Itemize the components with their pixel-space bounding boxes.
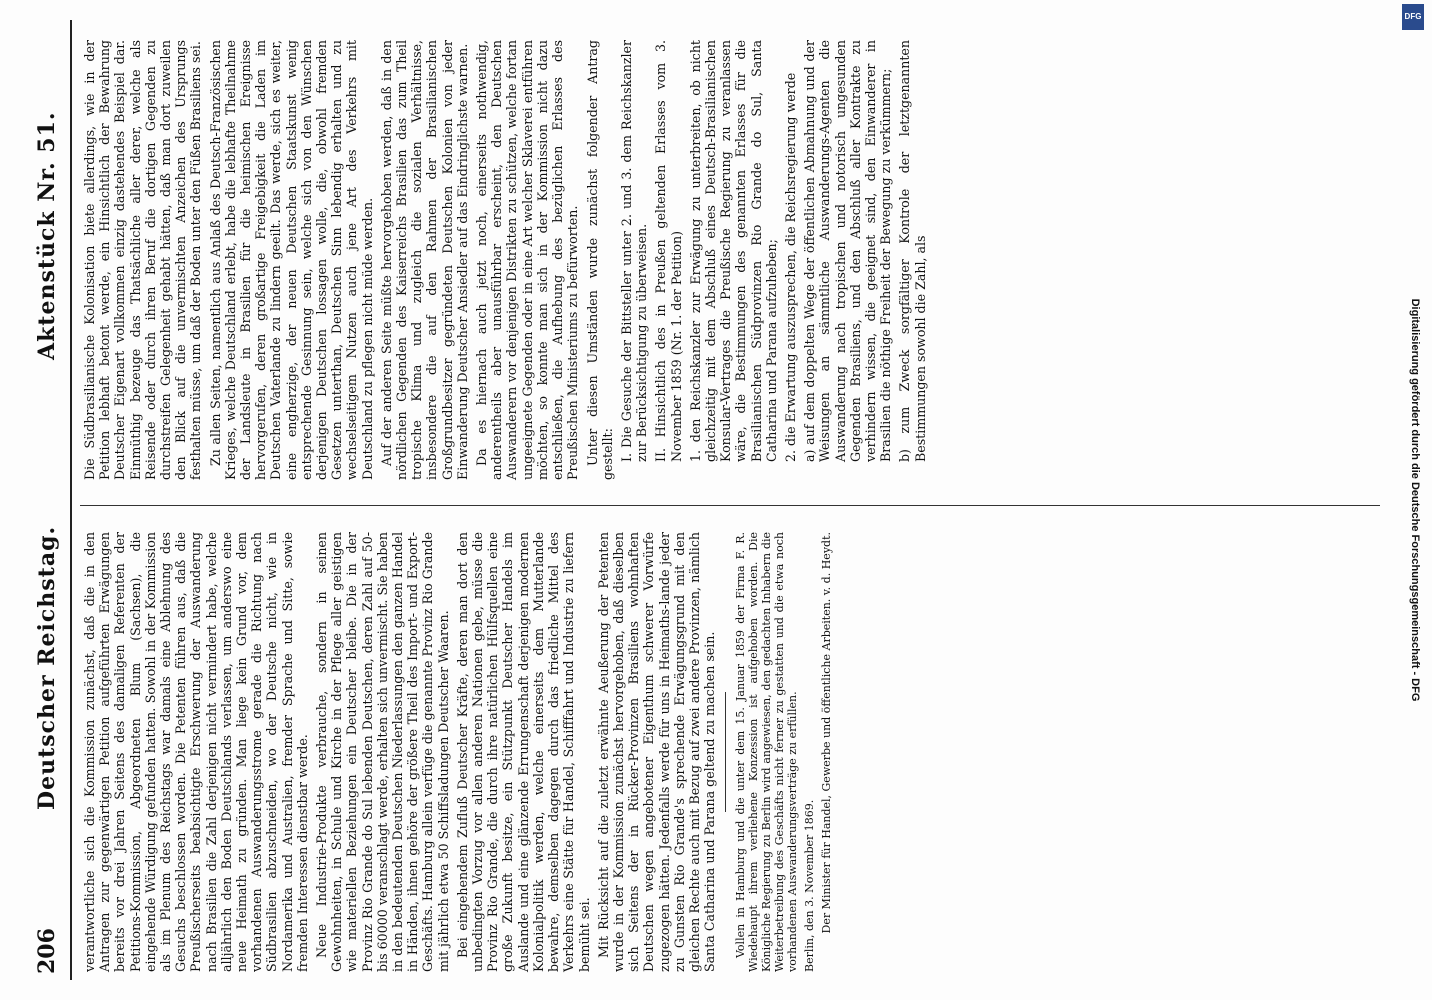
digitization-credit: Digitalisierung gefördert durch die Deutsche Forschungsgemeinschaft - DFG (1409, 298, 1421, 702)
paragraph: Auf der anderen Seite müßte hervorgehoben werden, daß in den nördlichen Gegenden des Kaiserreichs Brasilien das zum Theil tropische Klima und zugleich die sozialen Verhältnisse, insbesondere die auf den Rahmen der Brasilianischen Großgrundbesitzer gegründeten Deutschen Kolonien von jeder Einwanderung Deutscher Ansiedler auf das Eindringlichste warnen. (378, 40, 470, 480)
paragraph: verantwortliche sich die Kommission zunächst, daß die in den Antragen zur gegenwärtigen Petition aufgeführten Erwägungen bereits vor drei Jahren Seitens des damaligen Referenten der Petitions-Kommission, Abgeordneten Blum (Sachsen), die eingehende Würdigung gefunden hatten. Sowohl in der Kommission als im Plenum des Reichstags war damals eine Ablehnung des Gesuchs beschlossen worden. Die Petenten führen aus, daß die Preußischerseits beabsichtigte Erschwerung der Auswanderung nach Brasilien die Zahl derjenigen nicht vermindert habe, welche alljährlich den Boden Deutschlands verlassen, um anderswo eine neue Heimath zu gründen. Man liege kein Grund vor, dem vorhandenen Auswanderungsstrome gerade die Richtung nach Südbrasilien abzuschneiden, wo der Deutsche nicht, wie in Nordamerika und Australien, fremder Sprache und Sitte, sowie fremden Interessen dienstbar werde. (82, 532, 310, 972)
list-item: I. Die Gesuche der Bittsteller unter 2. und 3. dem Reichskanzler zur Berücksichtigung zu überweisen. (618, 40, 650, 462)
page-number: 206 (34, 928, 60, 974)
list-item: a) auf dem doppelten Wege der öffentlichen Abmahnung und der Weisungen an sämmtliche Auswanderungs-Agenten die Auswanderung nach tropischen und notorisch ungesunden Gegenden Brasiliens, und den Abschluß aller Kontrakte zu verhindern wissen, die geeignet sind, den Einwanderer in Brasilien die nöthige Freiheit der Bewegung zu verkümmern; (802, 40, 894, 462)
rotated-page-content (26, 20, 1406, 980)
paragraph: Zu allen Seiten, namentlich aus Anlaß des Deutsch-Französischen Krieges, welche Deutschland erlebt, habe die lebhafte Theilnahme der Landsleute in Brasilien für die heimischen Ereignisse hervorgerufen, deren großartige Freigebigkeit die Laden im Deutschen Vaterlande zu lindern geeilt. Das werde, sich es weiter, eine engherzige, der neuen Deutschen Staatskunst wenig entsprechende Gesinnung sein, welche sich von den Wünschen derjenigen Deutschen lossagen wolle, die, obwohl fremden Gesetzen unterthan, Deutschen Sinn lebendig erhalten und zu wechselseitigem Nutzen auch jene Art des Verkehrs mit Deutschland zu pflegen nicht müde werden. (207, 40, 375, 480)
notice-paragraph: Vollen in Hamburg und die unter dem 15. Januar 1859 der Firma F. R. Wiedehaupt ihrem verliehene Konzession ist aufgehoben worden. Die Königliche Regierung zu Berlin wird angewiesen, den gedachten Inhabern die Weiterbetreibung des Geschäfts nicht ferner zu gestatten und die etwa noch vorhandenen Auswanderungsverträge zu erfüllen. (734, 532, 800, 972)
page-header (26, 20, 72, 980)
paragraph: Die Südbrasilianische Kolonisation biete allerdings, wie in der Petition lebhaft betont werde, ein Hinsichtlich der Bewahrung Deutscher Eigenart vollkommen einzig dastehendes Beispiel dar. Einmüthig bezeuge das Thatsächliche aller derer, welche als Reisende oder durch ihren Beruf die dortigen Gegenden zu durchstreifen Gelegenheit gehabt hätten, daß man dort zuweilen den Blick auf die unvermischten Anzeichen des Ursprungs festhalten müsse, um daß der Boden unter den Füßen Brasiliens sei. (82, 40, 204, 480)
dateline: Berlin, den 3. November 1869. (803, 799, 817, 972)
paragraph: Mit Rücksicht auf die zuletzt erwähnte Aeußerung der Petenten wurde in der Kommission zunächst hervorgehoben, daß dieselben sich Seitens der in Rücker-Provinzen Brasiliens wohnhaften Deutschen wegen angebotener Eigenthum schwerer Vorwürfe zugezogen hätten. Jedenfalls werde für uns in Heimaths-lande jeder zu Gunsten Rio Grande's sprechende Erwägungsgrund mit den gleichen Rechte auch mit Bezug auf zwei andere Provinzen, nämlich Santa Catharina und Parana geltend zu machen sein. (595, 532, 718, 972)
column-divider (80, 505, 1380, 506)
signature: Der Minister für Handel, Gewerbe und öffentliche Arbeiten. v. d. Heydt. (820, 532, 834, 934)
digitization-sidebar (1400, 0, 1430, 1000)
right-column (82, 40, 932, 480)
list-item: b) zum Zweck sorgfältiger Kontrole der letztgenannten Bestimmungen sowohl die Zahl, als (897, 40, 928, 462)
right-running-title: Aktenstück Nr. 51. (34, 111, 60, 360)
dfg-logo-icon: DFG (1402, 4, 1424, 30)
list-item: 1. den Reichskanzler zur Erwägung zu unterbreiten, ob nicht gleichzeitig mit dem Abschluß eines Deutsch-Brasilianischen Konsular-Vertrages die Preußische Regierung zu veranlassen wäre, die Bestimmungen des genannten Erlasses für die Brasilianischen Südprovinzen Rio Grande do Sul, Santa Catharina und Parana aufzuheben; (687, 40, 779, 462)
left-running-title: Deutscher Reichstag. (34, 525, 60, 810)
paragraph: Unter diesen Umständen wurde zunächst folgender Antrag gestellt: (584, 40, 615, 480)
list-item: II. Hinsichtlich des in Preußen geltenden Erlasses vom 3. November 1859 (Nr. 1. der Petition) (653, 40, 684, 462)
paragraph: Da es hiernach auch jetzt noch, einerseits nothwendig, anderentheils aber unausführbar erscheint, den Deutschen Auswanderern vor denjenigen Distrikten zu schützen, welche fortan ungeeignete Gegenden oder in eine Art welcher Sklaverei entführen möchten, so konnte man sich in der Kommission nicht dazu entschließen, die Aufhebung des bezüglichen Erlasses des Preußischen Ministeriums zu befürworten. (474, 40, 581, 480)
paragraph: Neue Industrie-Produkte verbrauche, sondern in seinen Gewohnheiten, in Schule und Kirche in der Pflege aller geistigen wie materiellen Beziehungen ein Deutscher bleibe. Die in der Provinz Rio Grande do Sul lebenden Deutschen, deren Zahl auf 50- bis 60000 veranschlagt werde, erhalten sich unvermischt. Sie haben in den bedeutenden Deutschen Niederlassungen den ganzen Handel in Händen, ihnen gehöre der größere Theil des Import- und Export-Geschäfts. Hamburg allein verfüge die genannte Provinz Rio Grande mit jährlich etwa 50 Schiffsladungen Deutscher Waaren. (314, 532, 451, 972)
separator-rule (725, 692, 726, 812)
list-item: 2. die Erwartung auszusprechen, die Reichsregierung werde (782, 72, 798, 462)
left-column (82, 532, 837, 972)
paragraph: Bei eingehendem Zufluß Deutscher Kräfte, deren man dort den unbedingten Vorzug vor allen anderen Nationen gebe, müsse die Provinz Rio Grande, die durch ihre natürlichen Hülfsquellen eine große Zukunft besitze, ein Stützpunkt Deutscher Handels im Auslande und eine glänzende Errungenschaft derjenigen modernen Kolonialpolitik werden, welche einerseits dem Mutterlande bewahre, demselben dagegen durch das friedliche Mittel des Verkehrs eine Stätte für Handel, Schifffahrt und Industrie zu liefern bemüht sei. (454, 532, 592, 972)
